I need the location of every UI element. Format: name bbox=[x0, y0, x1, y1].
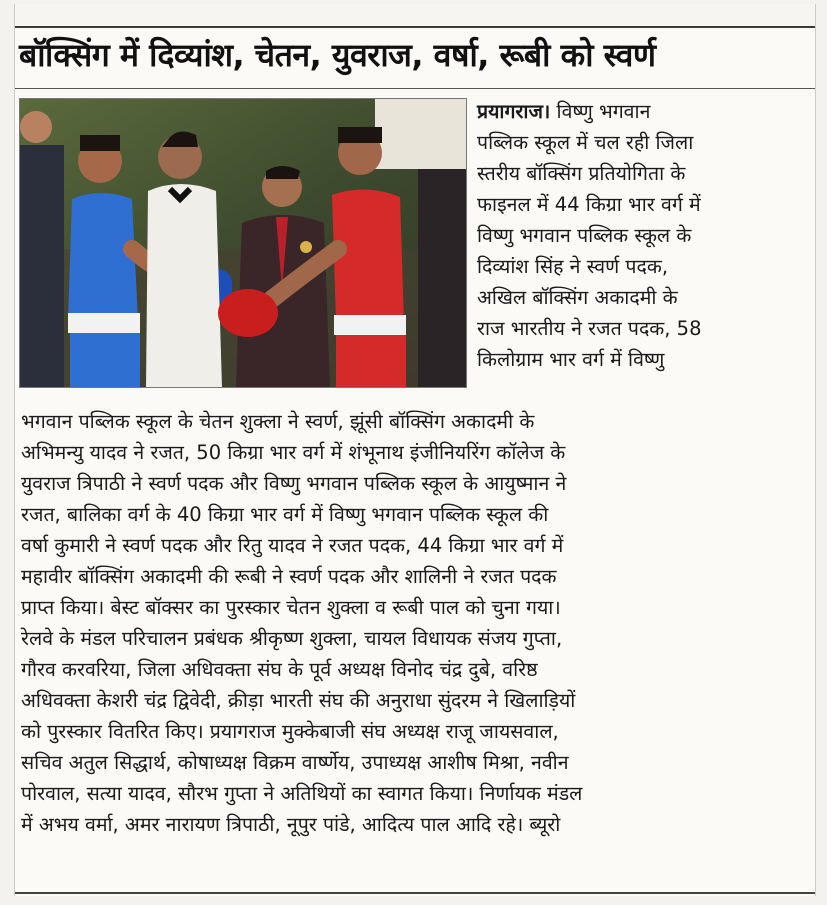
article-line: स्तरीय बॉक्सिंग प्रतियोगिता के bbox=[477, 162, 686, 185]
photo-illustration bbox=[20, 99, 466, 387]
article-line: दिव्यांश सिंह ने स्वर्ण पदक, bbox=[477, 255, 669, 278]
article-line: राज भारतीय ने रजत पदक, 58 bbox=[477, 317, 702, 340]
article-full-width-body bbox=[21, 406, 809, 840]
article-line: गौरव करवरिया, जिला अधिवक्ता संघ के पूर्व अध्यक्ष विनोद चंद्र दुबे, वरिष्ठ bbox=[21, 658, 538, 681]
article-side-column bbox=[477, 96, 807, 375]
article-line: वर्षा कुमारी ने स्वर्ण पदक और रितु यादव ने रजत पदक, 44 किग्रा भार वर्ग में bbox=[21, 534, 564, 557]
bottom-border bbox=[15, 892, 815, 894]
article-line: सचिव अतुल सिद्धार्थ, कोषाध्यक्ष विक्रम वार्ष्णेय, उपाध्यक्ष आशीष मिश्रा, नवीन bbox=[21, 751, 569, 774]
article-line: पब्लिक स्कूल में चल रही जिला bbox=[477, 131, 694, 154]
dateline: प्रयागराज। bbox=[477, 100, 551, 123]
article-line: को पुरस्कार वितरित किए। प्रयागराज मुक्केबाजी संघ अध्यक्ष राजू जायसवाल, bbox=[21, 720, 559, 743]
article-line: पोरवाल, सत्या यादव, सौरभ गुप्ता ने अतिथियों का स्वागत किया। निर्णायक मंडल bbox=[21, 782, 583, 805]
newspaper-clipping bbox=[14, 4, 816, 896]
article-line: प्राप्त किया। बेस्ट बॉक्सर का पुरस्कार चेतन शुक्ला व रूबी पाल को चुना गया। bbox=[21, 596, 561, 619]
article-line: अभिमन्यु यादव ने रजत, 50 किग्रा भार वर्ग में शंभूनाथ इंजीनियरिंग कॉलेज के bbox=[21, 441, 566, 464]
article-line: रजत, बालिका वर्ग के 40 किग्रा भार वर्ग में विष्णु भगवान पब्लिक स्कूल की bbox=[21, 503, 549, 526]
article-line: प्रयागराज। विष्णु भगवान bbox=[477, 100, 651, 123]
article-line: विष्णु भगवान पब्लिक स्कूल के bbox=[477, 224, 692, 247]
person-far-right bbox=[418, 169, 466, 387]
top-border bbox=[15, 4, 815, 28]
article-line: किलोग्राम भार वर्ग में विष्णु bbox=[477, 348, 665, 371]
article-line: भगवान पब्लिक स्कूल के चेतन शुक्ला ने स्वर्ण, झूंसी बॉक्सिंग अकादमी के bbox=[21, 410, 535, 433]
article-line: रेलवे के मंडल परिचालन प्रबंधक श्रीकृष्ण शुक्ला, चायल विधायक संजय गुप्ता, bbox=[21, 627, 563, 650]
article-line: में अभय वर्मा, अमर नारायण त्रिपाठी, नूपुर पांडे, आदित्य पाल आदि रहे। ब्यूरो bbox=[21, 813, 561, 836]
person-far-left bbox=[20, 111, 64, 387]
article-line: अधिवक्ता केशरी चंद्र द्विवेदी, क्रीड़ा भारती संघ की अनुराधा सुंदरम ने खिलाड़ियों bbox=[21, 689, 576, 712]
boxers-photo bbox=[19, 98, 467, 388]
headline: बॉक्सिंग में दिव्यांश, चेतन, युवराज, वर्षा, रूबी को स्वर्ण bbox=[19, 36, 656, 74]
article-line: महावीर बॉक्सिंग अकादमी की रूबी ने स्वर्ण पदक और शालिनी ने रजत पदक bbox=[21, 565, 557, 588]
banner-shape bbox=[375, 99, 466, 169]
article-line: अखिल बॉक्सिंग अकादमी के bbox=[477, 286, 678, 309]
red-glove bbox=[218, 289, 278, 337]
headline-divider bbox=[15, 88, 815, 89]
article-line: युवराज त्रिपाठी ने स्वर्ण पदक और विष्णु भगवान पब्लिक स्कूल के आयुष्मान ने bbox=[21, 472, 567, 495]
article-line: फाइनल में 44 किग्रा भार वर्ग में bbox=[477, 193, 701, 216]
